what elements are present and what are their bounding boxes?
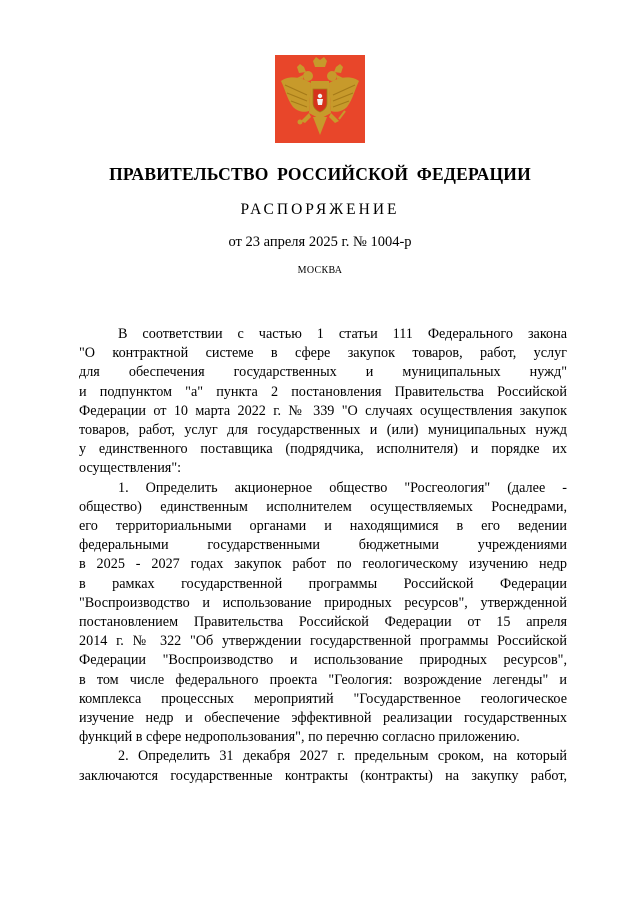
text-line: комплекса процессных мероприятий "Государственное геологическое bbox=[79, 690, 567, 707]
text-line: и подпунктом "а" пункта 2 постановления Правительства Российской bbox=[79, 383, 567, 400]
text-line: осуществления": bbox=[79, 460, 182, 477]
text-line: функций в сфере недропользования", по перечню согласно приложению. bbox=[79, 729, 520, 746]
text-line: в рамках государственной программы Российской Федерации bbox=[79, 575, 567, 592]
item-2-paragraph bbox=[79, 747, 567, 785]
document-type: РАСПОРЯЖЕНИЕ bbox=[240, 201, 400, 218]
text-line: В соответствии с частью 1 статьи 111 Федерального закона bbox=[118, 326, 567, 342]
coat-of-arms-emblem bbox=[275, 55, 365, 143]
text-line: общество) единственным исполнителем осуществляемых Роснедрами, bbox=[79, 498, 567, 515]
text-line: Федерации "Воспроизводство и использование природных ресурсов", bbox=[79, 652, 567, 669]
item-1-paragraph bbox=[79, 479, 567, 748]
intro-paragraph bbox=[79, 325, 567, 479]
document-date-number: от 23 апреля 2025 г. № 1004-р bbox=[228, 234, 412, 250]
text-line: 2014 г. № 322 "Об утверждении государственной программы Российской bbox=[79, 633, 567, 650]
text-line: 2. Определить 31 декабря 2027 г. предельным сроком, на который bbox=[118, 748, 567, 765]
text-line: федеральными государственными бюджетными учреждениями bbox=[79, 537, 567, 554]
document-city: МОСКВА bbox=[297, 265, 343, 276]
text-line: товаров, работ, услуг для государственных и (или) муниципальных нужд bbox=[79, 422, 567, 439]
government-title: ПРАВИТЕЛЬСТВО РОССИЙСКОЙ ФЕДЕРАЦИИ bbox=[109, 164, 531, 184]
text-line: его территориальными органами и находящимися в его ведении bbox=[79, 518, 567, 535]
text-line: "О контрактной системе в сфере закупок товаров, работ, услуг bbox=[79, 345, 567, 362]
text-line: в том числе федерального проекта "Геология: возрождение легенды" и bbox=[79, 671, 567, 688]
text-line: для обеспечения государственных и муниципальных нужд" bbox=[79, 364, 567, 381]
text-line: заключаются государственные контракты (контракты) на закупку работ, bbox=[79, 767, 567, 784]
text-line: изучение недр и обеспечение эффективной реализации государственных bbox=[79, 710, 567, 727]
text-line: 1. Определить акционерное общество "Росгеология" (далее - bbox=[118, 479, 567, 496]
text-line: Федерации от 10 марта 2022 г. № 339 "О случаях осуществления закупок bbox=[79, 402, 567, 419]
text-line: "Воспроизводство и использование природных ресурсов", утвержденной bbox=[79, 594, 567, 611]
text-line: у единственного поставщика (подрядчика, исполнителя) и порядке их bbox=[79, 441, 567, 458]
text-line: постановлением Правительства Российской Федерации от 15 апреля bbox=[79, 614, 567, 631]
document-body bbox=[79, 325, 567, 786]
text-line: в 2025 - 2027 годах закупок работ по геологическому изучению недр bbox=[79, 556, 567, 573]
